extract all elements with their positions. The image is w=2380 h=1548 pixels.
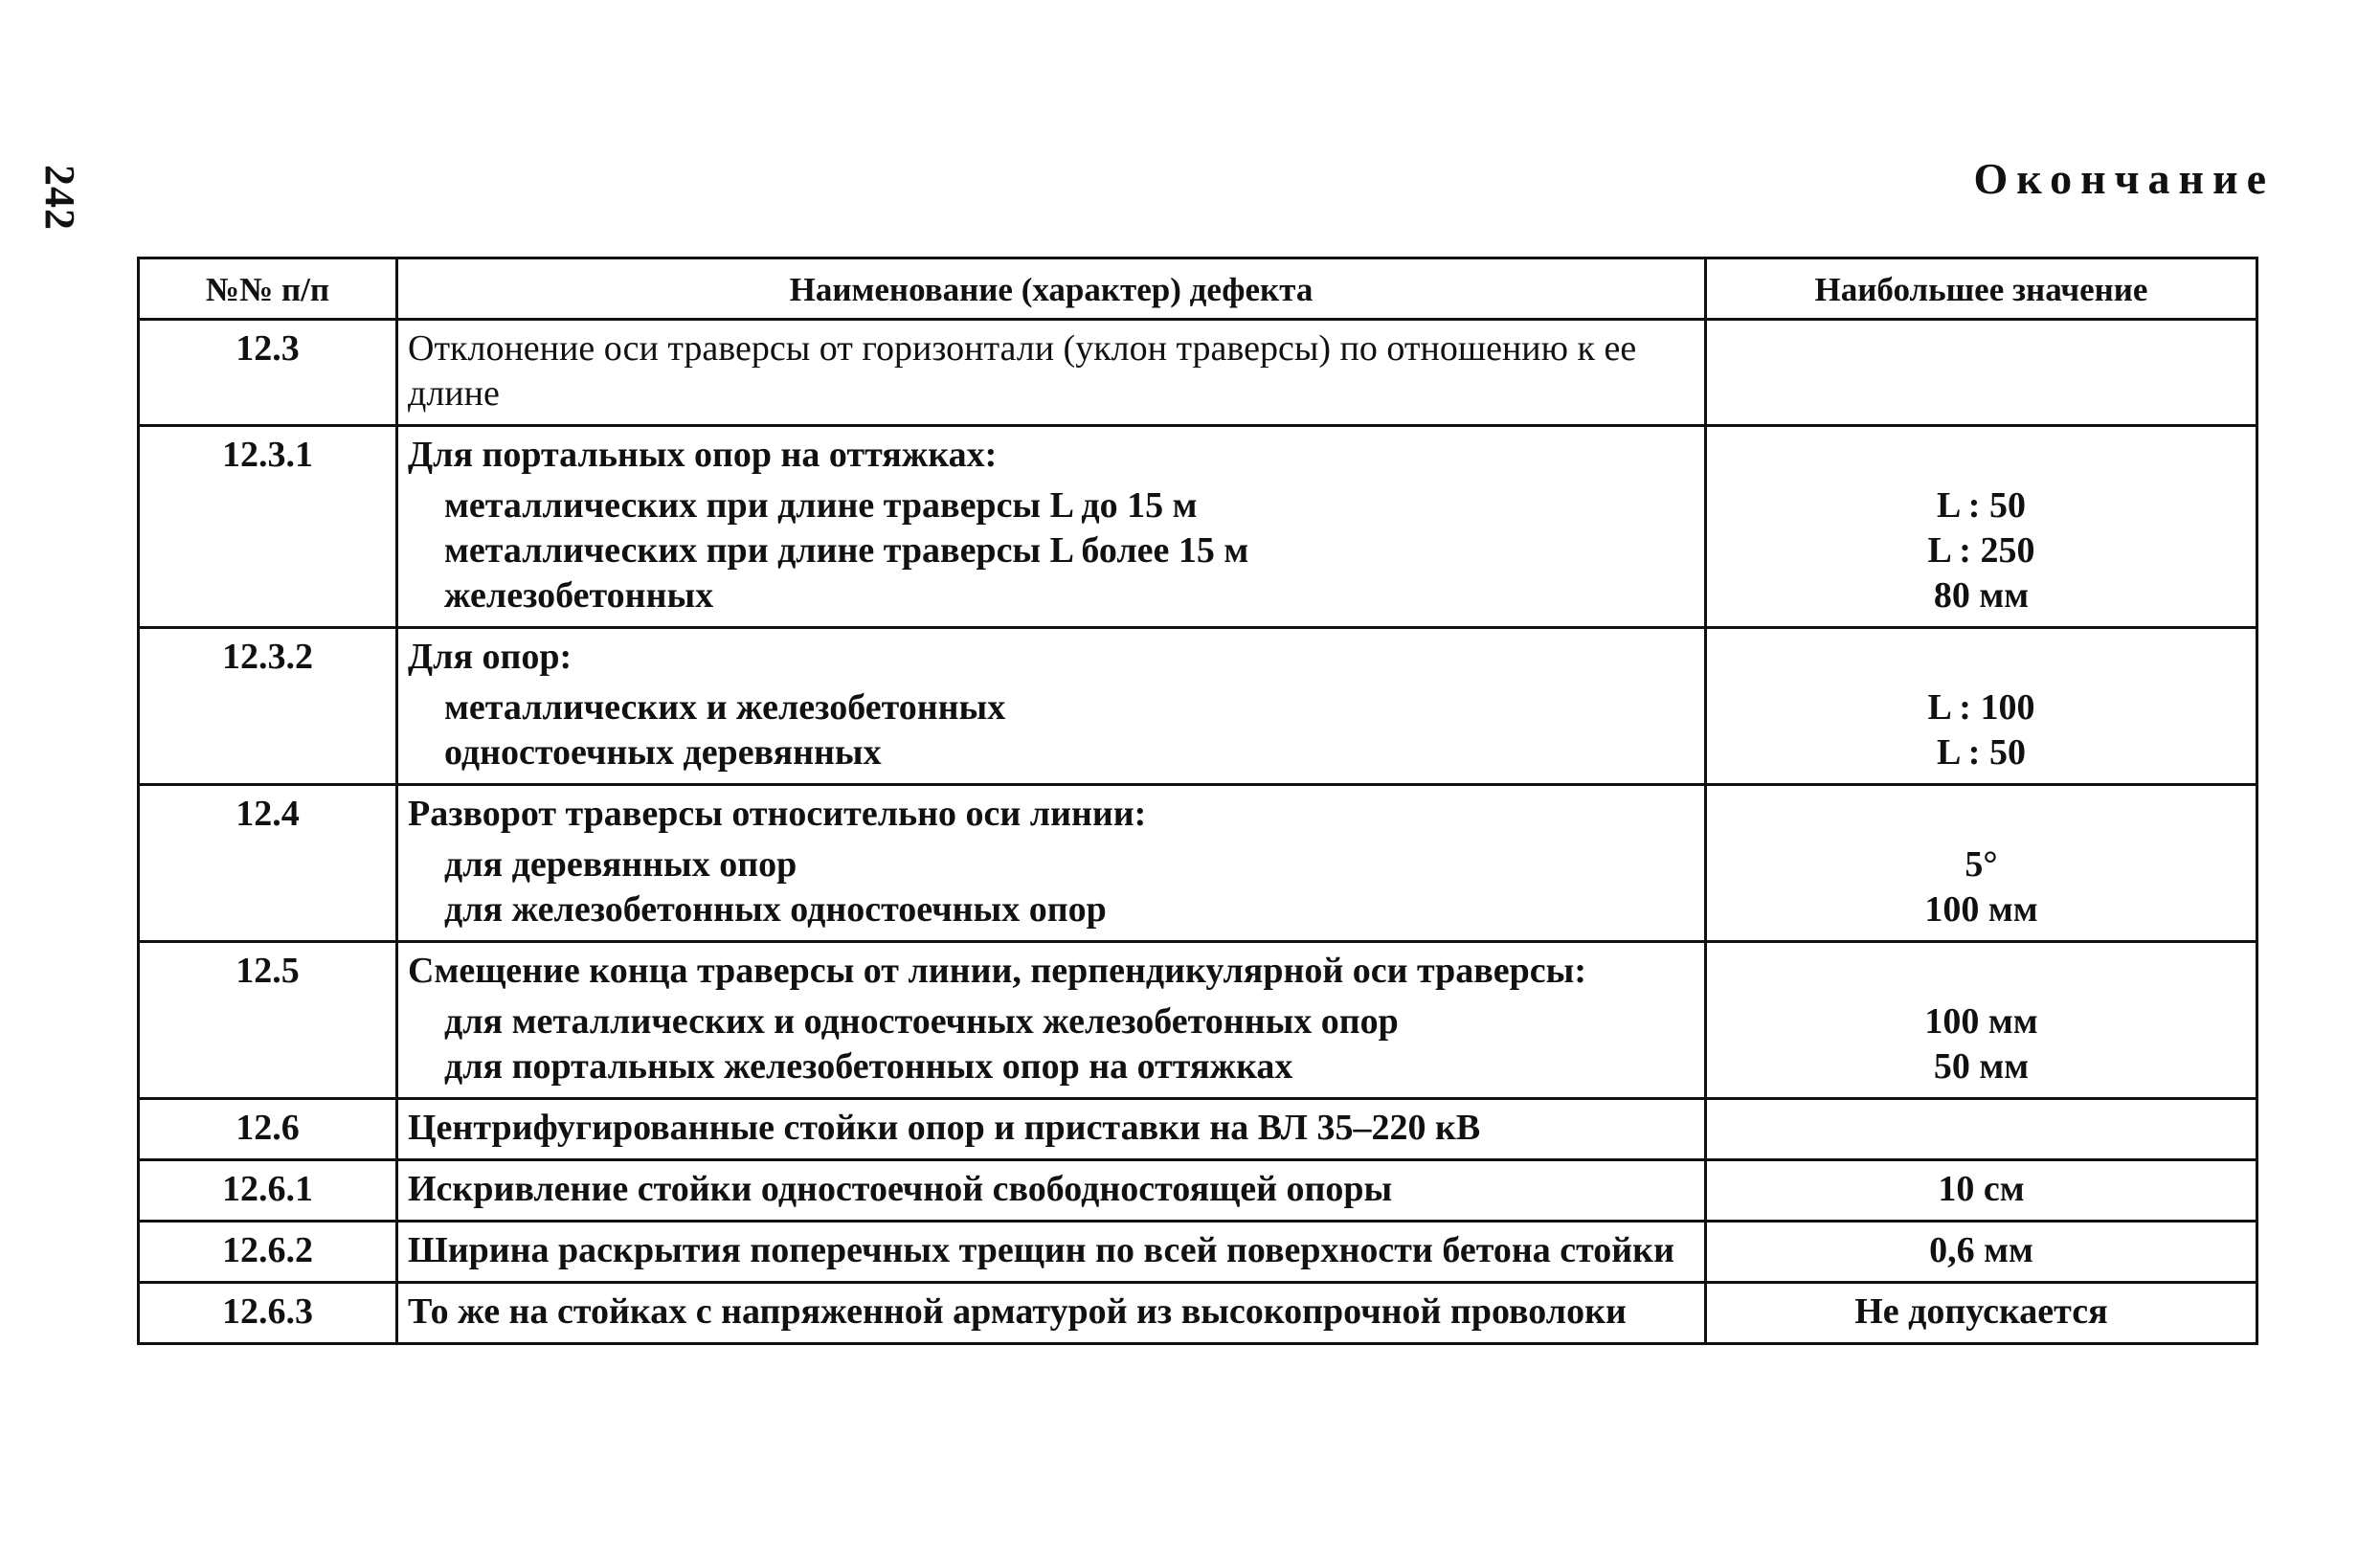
row-defect-name bbox=[397, 1160, 1706, 1222]
row-title: Для опор: bbox=[408, 637, 573, 677]
row-defect-name bbox=[397, 942, 1706, 1099]
table-row bbox=[139, 1283, 2257, 1344]
row-number: 12.6.2 bbox=[139, 1222, 397, 1283]
row-defect-name bbox=[397, 426, 1706, 628]
table-row bbox=[139, 1099, 2257, 1160]
row-value: 10 см bbox=[1706, 1160, 2257, 1222]
continuation-heading: Окончание bbox=[1973, 154, 2275, 203]
table-row bbox=[139, 320, 2257, 426]
row-values bbox=[1706, 942, 2257, 1099]
sub-item-value: L : 250 bbox=[1927, 530, 2035, 571]
sub-item: для железобетонных одностоечных опор bbox=[444, 889, 1107, 930]
row-title: То же на стойках с напряженной арматурой из высокопрочной проволоки bbox=[408, 1291, 1627, 1332]
row-defect-name bbox=[397, 785, 1706, 942]
defects-table bbox=[137, 257, 2258, 1345]
sub-item-value: L : 50 bbox=[1937, 485, 2026, 526]
sub-item: металлических и железобетонных bbox=[444, 687, 1006, 728]
sub-item-value: 5° bbox=[1965, 844, 1998, 885]
table-row bbox=[139, 1160, 2257, 1222]
row-value bbox=[1706, 320, 2257, 426]
row-number: 12.3 bbox=[139, 320, 397, 426]
row-defect-name bbox=[397, 1283, 1706, 1344]
table-row bbox=[139, 1222, 2257, 1283]
row-number: 12.4 bbox=[139, 785, 397, 942]
row-title: Разворот траверсы относительно оси линии: bbox=[408, 794, 1147, 834]
page-number: 242 bbox=[36, 165, 83, 231]
sub-item: одностоечных деревянных bbox=[444, 732, 882, 773]
row-values bbox=[1706, 785, 2257, 942]
row-title: Отклонение оси траверсы от горизонтали (уклон траверсы) по отношению к ее длине bbox=[408, 328, 1637, 414]
header-defect-name: Наименование (характер) дефекта bbox=[397, 258, 1706, 320]
row-value: Не допускается bbox=[1706, 1283, 2257, 1344]
row-value bbox=[1706, 1099, 2257, 1160]
header-number: №№ п/п bbox=[139, 258, 397, 320]
sub-item: для портальных железобетонных опор на оттяжках bbox=[444, 1046, 1293, 1087]
row-title: Для портальных опор на оттяжках: bbox=[408, 435, 998, 475]
row-values bbox=[1706, 426, 2257, 628]
row-title: Центрифугированные стойки опор и приставки на ВЛ 35–220 кВ bbox=[408, 1108, 1481, 1148]
row-number: 12.6.3 bbox=[139, 1283, 397, 1344]
row-title: Смещение конца траверсы от линии, перпендикулярной оси траверсы: bbox=[408, 951, 1586, 991]
sub-item-value: L : 100 bbox=[1927, 687, 2035, 728]
table-header-row bbox=[139, 258, 2257, 320]
row-number: 12.6.1 bbox=[139, 1160, 397, 1222]
table-row bbox=[139, 785, 2257, 942]
table-row bbox=[139, 628, 2257, 785]
sub-item: для металлических и одностоечных железобетонных опор bbox=[444, 1001, 1399, 1042]
row-title: Ширина раскрытия поперечных трещин по всей поверхности бетона стойки bbox=[408, 1230, 1674, 1270]
sub-item-value: 100 мм bbox=[1924, 1001, 2038, 1042]
row-number: 12.3.1 bbox=[139, 426, 397, 628]
row-value: 0,6 мм bbox=[1706, 1222, 2257, 1283]
row-number: 12.3.2 bbox=[139, 628, 397, 785]
table-row bbox=[139, 426, 2257, 628]
header-max-value: Наибольшее значение bbox=[1706, 258, 2257, 320]
sub-item: для деревянных опор bbox=[444, 844, 797, 885]
sub-item: металлических при длине траверсы L до 15 м bbox=[444, 485, 1198, 526]
row-defect-name bbox=[397, 1099, 1706, 1160]
table-row bbox=[139, 942, 2257, 1099]
row-defect-name bbox=[397, 1222, 1706, 1283]
row-title: Искривление стойки одностоечной свободностоящей опоры bbox=[408, 1169, 1393, 1209]
sub-item: железобетонных bbox=[444, 575, 714, 616]
sub-item: металлических при длине траверсы L более 15 м bbox=[444, 530, 1249, 571]
row-defect-name bbox=[397, 320, 1706, 426]
sub-item-value: 80 мм bbox=[1933, 575, 2030, 616]
sub-item-value: L : 50 bbox=[1937, 732, 2026, 773]
row-number: 12.6 bbox=[139, 1099, 397, 1160]
sub-item-value: 100 мм bbox=[1924, 889, 2038, 930]
row-defect-name bbox=[397, 628, 1706, 785]
sub-item-value: 50 мм bbox=[1933, 1046, 2030, 1087]
row-values bbox=[1706, 628, 2257, 785]
row-number: 12.5 bbox=[139, 942, 397, 1099]
